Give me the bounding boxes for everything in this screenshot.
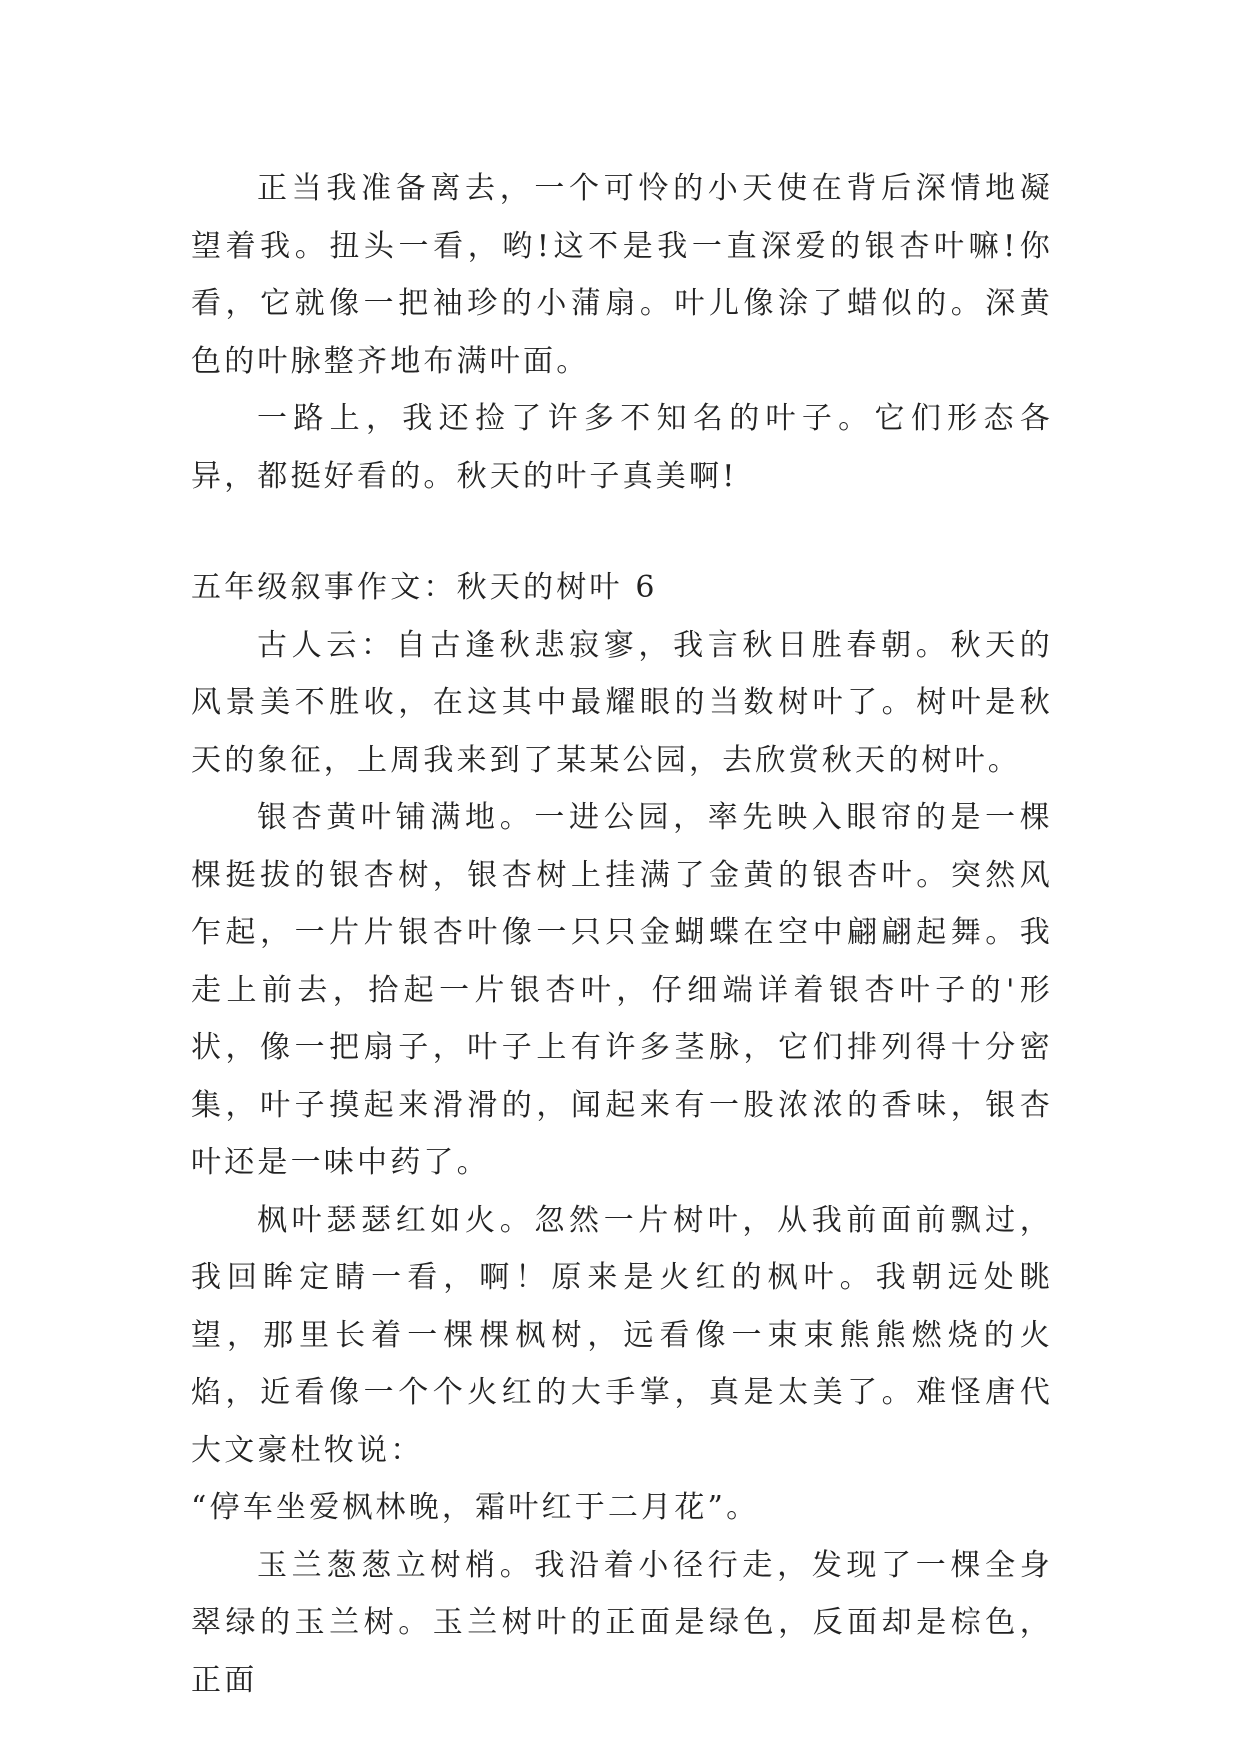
paragraph-ginkgo-yellow: 银杏黄叶铺满地。一进公园，率先映入眼帘的是一棵棵挺拔的银杏树，银杏树上挂满了金黄的银杏叶。突然风乍起，一片片银杏叶像一只只金蝴蝶在空中翩翩起舞。我走上前去，拾起一片银杏叶，仔细端详着银杏叶子的'形状，像一把扇子，叶子上有许多茎脉，它们排列得十分密集，叶子摸起来滑滑的，闻起来有一股浓浓的香味，银杏叶还是一味中药了。	[191, 800, 1053, 1180]
section-gap	[191, 505, 1053, 559]
section-title: 五年级叙事作文：秋天的树叶 6	[191, 570, 658, 605]
paragraph-many-leaves: 一路上，我还捡了许多不知名的叶子。它们形态各异，都挺好看的。秋天的叶子真美啊!	[191, 401, 1053, 494]
paragraph-maple-red: 枫叶瑟瑟红如火。忽然一片树叶，从我前面前飘过，我回眸定睛一看，啊！原来是火红的枫叶。我朝远处眺望，那里长着一棵棵枫树，远看像一束束熊熊燃烧的火焰，近看像一个个火红的大手掌，真是太美了。难怪唐代大文豪杜牧说：	[191, 1202, 1053, 1468]
paragraph-ginkgo-angel: 正当我准备离去，一个可怜的小天使在背后深情地凝望着我。扭头一看，哟!这不是我一直深爱的银杏叶嘛!你看，它就像一把袖珍的小蒲扇。叶儿像涂了蜡似的。深黄色的叶脉整齐地布满叶面。	[191, 171, 1053, 379]
paragraph-ancient-saying: 古人云：自古逢秋悲寂寥，我言秋日胜春朝。秋天的风景美不胜收，在这其中最耀眼的当数树叶了。树叶是秋天的象征，上周我来到了某某公园，去欣赏秋天的树叶。	[191, 627, 1053, 778]
paragraph-magnolia: 玉兰葱葱立树梢。我沿着小径行走，发现了一棵全身翠绿的玉兰树。玉兰树叶的正面是绿色，反面却是棕色，正面	[191, 1547, 1053, 1698]
document-page	[191, 160, 1053, 1709]
paragraph-poem-quote: “停车坐爱枫林晚，霜叶红于二月花”。	[191, 1490, 760, 1525]
